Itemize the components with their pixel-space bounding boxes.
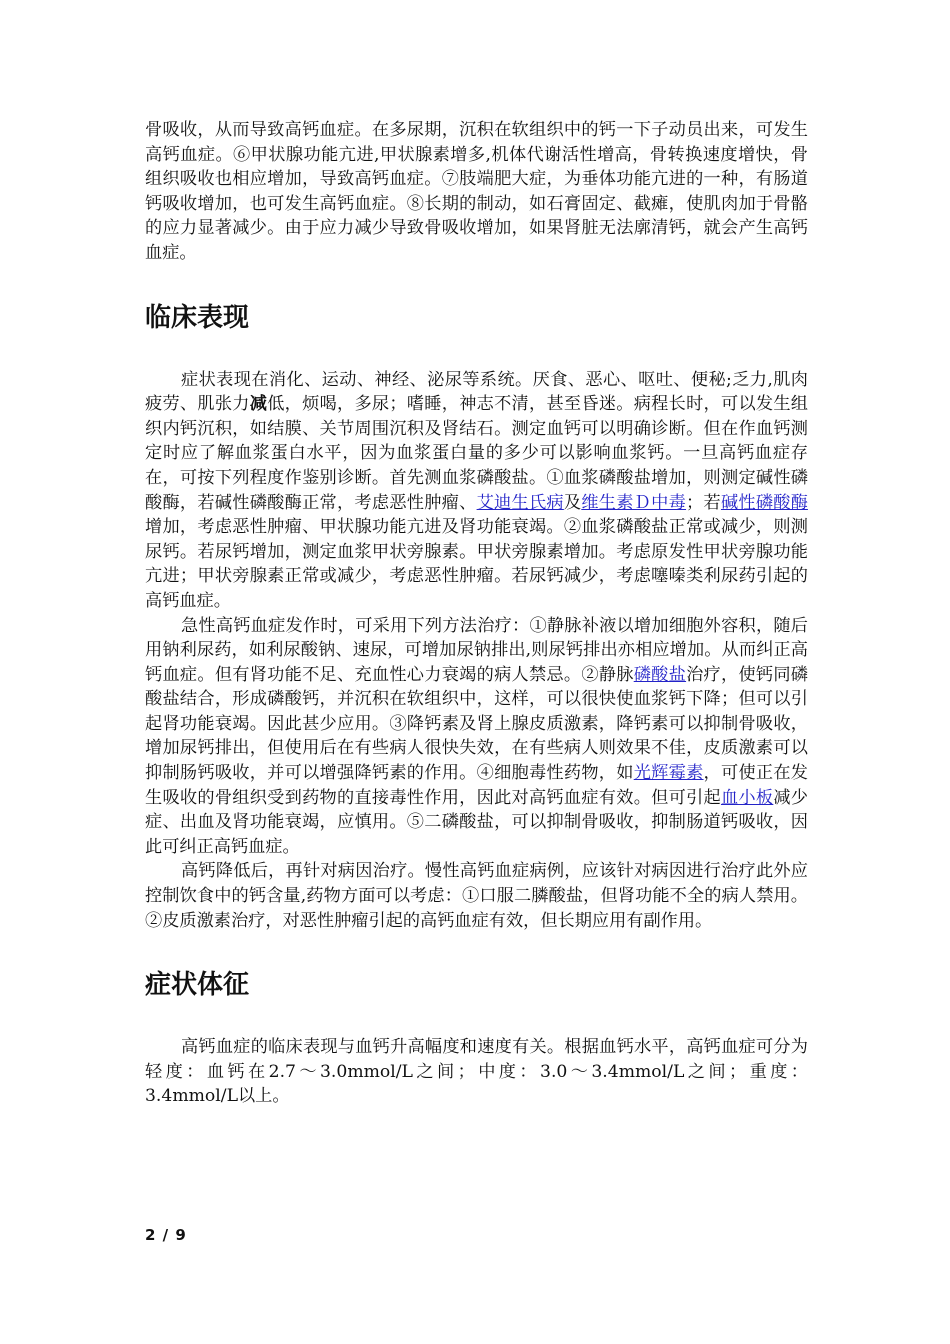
link-alkaline-phosphatase[interactable]: 碱性磷酸酶 bbox=[720, 492, 808, 513]
document-page bbox=[145, 118, 808, 1109]
clinical-paragraph-2 bbox=[145, 614, 808, 860]
text-run: 症状表现在消化、运动、神经、泌尿等系统。厌食、恶心、呕吐、便秘;乏力,肌肉疲劳、肌张力 bbox=[145, 369, 808, 415]
text-run: 增加，考虑恶性肿瘤、甲状腺功能亢进及肾功能衰竭。②血浆磷酸盐正常或减少，则测尿钙。若尿钙增加，测定血浆甲状旁腺素。甲状旁腺素增加。考虑原发性甲状旁腺功能亢进；甲状旁腺素正常或减少，考虑恶性肿瘤。若尿钙减少，考虑噻嗪类利尿药引起的高钙血症。 bbox=[145, 517, 808, 611]
section-heading-symptoms: 症状体征 bbox=[145, 970, 250, 1001]
section-heading-clinical: 临床表现 bbox=[145, 302, 250, 333]
text-run: ，可使正在发生吸收的骨组织受到药物的直接毒性作用，因此对高钙血症有效。但可引起 bbox=[145, 763, 808, 808]
symptoms-paragraph-1: 高钙血症的临床表现与血钙升高幅度和速度有关。根据血钙水平，高钙血症可分为轻度：血钙在2.7～3.0mmol/L之间；中度：3.0～3.4mmol/L之间；重度：3.4mmol/L以上。 bbox=[145, 1037, 808, 1107]
link-vitamin-d-poisoning[interactable]: 维生素Ｄ中毒 bbox=[581, 492, 687, 513]
text-run: 治疗，使钙同磷酸盐结合，形成磷酸钙，并沉积在软组织中，这样，可以很快使血浆钙下降；但可以引起肾功能衰竭。因此甚少应用。③降钙素及肾上腺皮质激素，降钙素可以抑制骨吸收，增加尿钙排出，但使用后在有些病人很快失效，在有些病人则效果不佳，皮质激素可以抑制肠钙吸收，并可以增强降钙素的作用。④细胞毒性药物，如 bbox=[145, 664, 808, 784]
clinical-paragraph-1 bbox=[145, 368, 808, 614]
text-run: 低，烦喝，多尿；嗜睡，神志不清，甚至昏迷。病程长时，可以发生组织内钙沉积，如结膜、关节周围沉积及肾结石。测定血钙可以明确诊断。但在作血钙测定时应了解血浆蛋白水平，因为血浆蛋白量的多少可以影响血浆钙。一旦高钙血症存在，可按下列程度作鉴别诊断。首先测血浆磷酸盐。①血浆磷酸盐增加，则测定碱性磷酸酶，若碱性磷酸酶正常，考虑恶性肿瘤、 bbox=[145, 394, 808, 513]
text-run: 减少症、出血及肾功能衰竭，应慎用。⑤二磷酸盐，可以抑制骨吸收，抑制肠道钙吸收，因此可纠正高钙血症。 bbox=[145, 787, 808, 857]
page-number: 2 / 9 bbox=[145, 1226, 187, 1244]
clinical-paragraph-3: 高钙降低后，再针对病因治疗。慢性高钙血症病例，应该针对病因进行治疗此外应控制饮食中的钙含量,药物方面可以考虑：①口服二膦酸盐，但肾功能不全的病人禁用。②皮质激素治疗，对恶性肿瘤引起的高钙血症有效，但长期应用有副作用。 bbox=[145, 861, 808, 931]
link-addisons-disease[interactable]: 艾迪生氏病 bbox=[476, 492, 564, 513]
bold-text-run: 减 bbox=[249, 394, 268, 415]
text-run: ；若 bbox=[686, 492, 721, 513]
link-mithramycin[interactable]: 光辉霉素 bbox=[633, 763, 704, 784]
text-run: 及 bbox=[563, 492, 582, 513]
intro-paragraph: 骨吸收，从而导致高钙血症。在多尿期，沉积在软组织中的钙一下子动员出来，可发生高钙血症。⑥甲状腺功能亢进,甲状腺素增多,机体代谢活性增高，骨转换速度增快，骨组织吸收也相应增加，导致高钙血症。⑦肢端肥大症，为垂体功能亢进的一种，有肠道钙吸收增加，也可发生高钙血症。⑧长期的制动，如石膏固定、截瘫，使肌肉加于骨骼的应力显著减少。由于应力减少导致骨吸收增加，如果肾脏无法廓清钙，就会产生高钙血症。 bbox=[145, 120, 808, 263]
link-phosphate[interactable]: 磷酸盐 bbox=[633, 664, 687, 685]
link-platelet[interactable]: 血小板 bbox=[720, 787, 774, 808]
text-run: 急性高钙血症发作时，可采用下列方法治疗：①静脉补液以增加细胞外容积，随后用钠利尿药，如利尿酸钠、速尿，可增加尿钠排出,则尿钙排出亦相应增加。从而纠正高钙血症。但有肾功能不足、充血性心力衰竭的病人禁忌。②静脉 bbox=[145, 615, 808, 685]
